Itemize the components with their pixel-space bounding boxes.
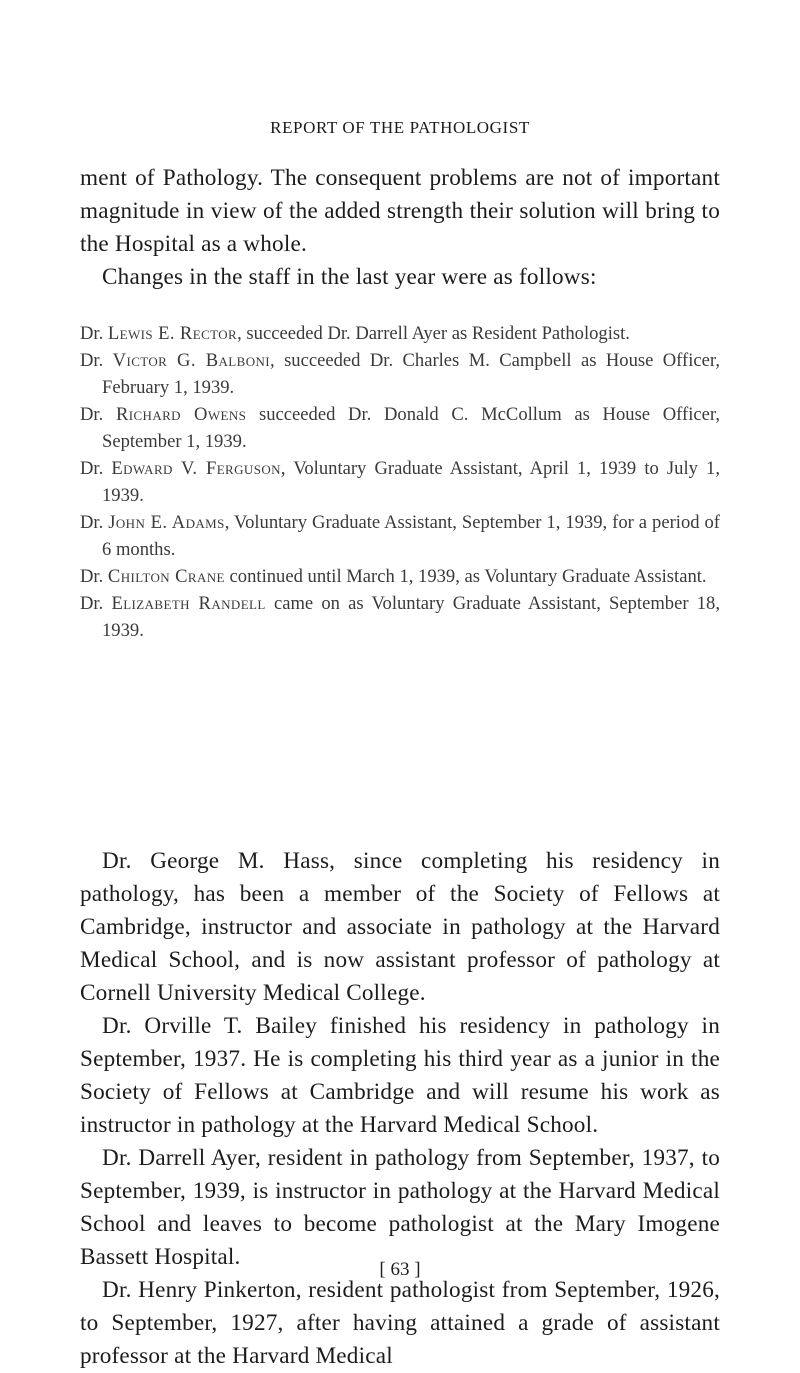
staff-detail: , Voluntary Graduate Assistant, September 1, 1939, for a period of 6 months. bbox=[102, 512, 720, 560]
staff-title: Dr. bbox=[80, 512, 104, 533]
staff-entry bbox=[80, 509, 720, 563]
staff-name: Richard Owens bbox=[115, 404, 247, 425]
staff-name: Edward V. Ferguson bbox=[111, 458, 281, 479]
running-head: REPORT OF THE PATHOLOGIST bbox=[270, 118, 530, 137]
body-paragraph: Dr. Orville T. Bailey finished his residency in pathology in September, 1937. He is completing his third year as a junior in the Society of Fellows at Cambridge and will resume his work as instructor in pathology at the Harvard Medical School. bbox=[80, 1013, 720, 1138]
staff-entry bbox=[80, 401, 720, 455]
body-paragraph: Dr. George M. Hass, since completing his residency in pathology, has been a member of the Society of Fellows at Cambridge, instructor and associate in pathology at the Harvard Medical School, and is now assistant professor of pathology at Cornell University Medical College. bbox=[80, 848, 720, 1006]
staff-detail: , succeeded Dr. Darrell Ayer as Resident Pathologist. bbox=[237, 323, 630, 344]
staff-name: Lewis E. Rector bbox=[107, 323, 238, 344]
staff-title: Dr. bbox=[80, 404, 104, 425]
staff-entry bbox=[80, 320, 720, 347]
staff-title: Dr. bbox=[80, 458, 104, 479]
staff-name: John E. Adams bbox=[108, 512, 225, 533]
intro-section bbox=[80, 162, 720, 294]
body-paragraph: Dr. Darrell Ayer, resident in pathology from September, 1937, to September, 1939, is instructor in pathology at the Harvard Medical School and leaves to become pathologist at the Mary Imogene Bassett Hospital. bbox=[80, 1145, 720, 1270]
staff-entry bbox=[80, 563, 720, 590]
staff-name: Elizabeth Randell bbox=[111, 593, 266, 614]
intro-paragraph: ment of Pathology. The consequent problems are not of important magnitude in view of the added strength their solution will bring to the Hospital as a whole. bbox=[80, 165, 720, 257]
page-number: [ 63 ] bbox=[379, 1259, 421, 1280]
staff-title: Dr. bbox=[80, 350, 104, 371]
staff-entry bbox=[80, 455, 720, 509]
staff-title: Dr. bbox=[80, 566, 104, 587]
staff-title: Dr. bbox=[80, 323, 104, 344]
staff-changes-lead: Changes in the staff in the last year were as follows: bbox=[102, 264, 597, 290]
staff-detail: , Voluntary Graduate Assistant, April 1, 1939 to July 1, 1939. bbox=[102, 458, 720, 506]
staff-title: Dr. bbox=[80, 593, 104, 614]
staff-detail: continued until March 1, 1939, as Voluntary Graduate Assistant. bbox=[224, 566, 707, 587]
staff-name: Victor G. Balboni bbox=[112, 350, 271, 371]
staff-detail: , succeeded Dr. Charles M. Campbell as House Officer, February 1, 1939. bbox=[102, 350, 720, 398]
staff-detail: succeeded Dr. Donald C. McCollum as House Officer, September 1, 1939. bbox=[102, 404, 720, 452]
staff-entry bbox=[80, 347, 720, 401]
body-paragraphs bbox=[80, 845, 720, 1373]
body-paragraph: Dr. Henry Pinkerton, resident pathologist from September, 1926, to September, 1927, after having attained a grade of assistant professor at the Harvard Medical bbox=[80, 1277, 720, 1369]
staff-changes-list bbox=[80, 320, 720, 644]
staff-name: Chilton Crane bbox=[107, 566, 225, 587]
staff-entry bbox=[80, 590, 720, 644]
staff-detail: came on as Voluntary Graduate Assistant, September 18, 1939. bbox=[102, 593, 720, 641]
